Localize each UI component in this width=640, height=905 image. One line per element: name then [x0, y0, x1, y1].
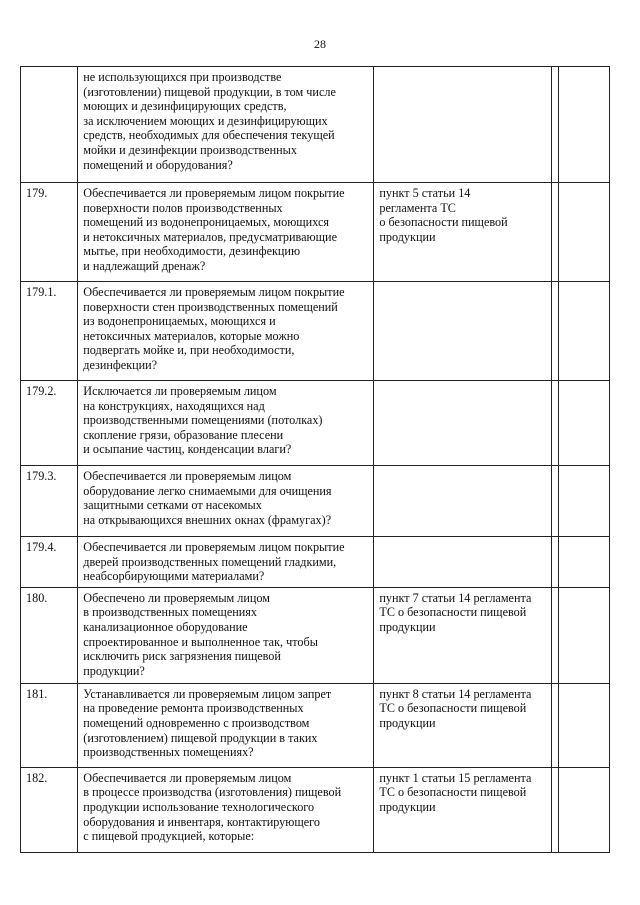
checklist-row — [21, 767, 610, 852]
question-line: мытье, при необходимости, дезинфекцию — [83, 244, 301, 259]
question-line: спроектированное и выполненное так, чтобы — [83, 634, 318, 649]
question-line: производственными помещениями (потолках) — [83, 413, 323, 428]
question-line: за исключением моющих и дезинфицирующих — [83, 113, 328, 128]
answer-cell-narrow — [551, 67, 559, 183]
question-line: дверей производственных помещений гладкими, — [83, 554, 337, 569]
question-line: из водонепроницаемых, моющихся и — [83, 314, 276, 329]
answer-cell-narrow — [551, 537, 559, 588]
reference-line: продукции — [379, 229, 436, 244]
row-reference — [374, 282, 551, 381]
answer-cell — [559, 537, 610, 588]
question-line: и нетоксичных материалов, предусматривающие — [83, 229, 337, 244]
reference-line: пункт 7 статьи 14 регламента — [379, 590, 532, 605]
answer-cell — [559, 466, 610, 537]
question-line: в производственных помещениях — [83, 605, 257, 620]
question-line: оборудование легко снимаемыми для очищения — [83, 483, 332, 498]
row-question — [78, 537, 374, 588]
checklist-row — [21, 683, 610, 767]
answer-cell — [559, 282, 610, 381]
reference-line: пункт 1 статьи 15 регламента — [379, 770, 532, 785]
reference-line: ТС о безопасности пищевой — [379, 785, 527, 800]
row-reference — [374, 587, 551, 683]
row-number: 179.3. — [21, 466, 78, 537]
question-line: Обеспечивается ли проверяемым лицом — [83, 469, 292, 483]
question-line: оборудования и инвентаря, контактирующего — [83, 814, 320, 829]
row-reference — [374, 381, 551, 466]
page-number: 28 — [314, 37, 326, 51]
question-line: подвергать мойке и, при необходимости, — [83, 343, 295, 358]
row-reference — [374, 683, 551, 767]
reference-line: регламента ТС — [379, 200, 456, 215]
row-question — [78, 282, 374, 381]
question-line: с пищевой продукцией, которые: — [83, 829, 255, 844]
row-number: 179.4. — [21, 537, 78, 588]
question-line: дезинфекции? — [83, 357, 158, 372]
question-line: производственных помещениях? — [83, 745, 254, 760]
answer-cell — [559, 587, 610, 683]
question-line: моющих и дезинфицирующих средств, — [83, 99, 287, 114]
question-line: (изготовлением) пищевой продукции в таких — [83, 730, 318, 745]
answer-cell-narrow — [551, 683, 559, 767]
row-reference — [374, 466, 551, 537]
answer-cell — [559, 381, 610, 466]
question-line: неабсорбирующими материалами? — [83, 569, 265, 584]
question-line: не использующихся при производстве — [83, 70, 282, 84]
answer-cell — [559, 767, 610, 852]
answer-cell-narrow — [551, 282, 559, 381]
question-line: Обеспечивается ли проверяемым лицом — [83, 770, 292, 785]
row-number: 182. — [21, 767, 78, 852]
row-reference — [374, 67, 551, 183]
answer-cell — [559, 683, 610, 767]
question-line: и надлежащий дренаж? — [83, 258, 206, 273]
reference-line: ТС о безопасности пищевой — [379, 701, 527, 716]
answer-cell-narrow — [551, 381, 559, 466]
row-question — [78, 683, 374, 767]
question-line: помещений из водонепроницаемых, моющихся — [83, 215, 329, 230]
question-line: продукции? — [83, 663, 145, 678]
question-line: Обеспечивается ли проверяемым лицом покрытие — [83, 285, 345, 299]
row-question — [78, 183, 374, 282]
checklist-row — [21, 587, 610, 683]
answer-cell — [559, 67, 610, 183]
question-line: помещений одновременно с производством — [83, 715, 310, 730]
question-line: Обеспечивается ли проверяемым лицом покрытие — [83, 186, 345, 200]
answer-cell-narrow — [551, 767, 559, 852]
row-number: 181. — [21, 683, 78, 767]
reference-line: пункт 8 статьи 14 регламента — [379, 686, 532, 701]
answer-cell-narrow — [551, 466, 559, 537]
answer-cell-narrow — [551, 183, 559, 282]
question-line: на открывающихся внешних окнах (фрамугах)? — [83, 512, 332, 527]
question-line: средств, необходимых для обеспечения текущей — [83, 128, 335, 143]
checklist-row — [21, 466, 610, 537]
question-line: Обеспечено ли проверяемым лицом — [83, 590, 270, 605]
checklist-row — [21, 67, 610, 183]
question-line: исключить риск загрязнения пищевой — [83, 649, 281, 664]
answer-cell — [559, 183, 610, 282]
row-number: 180. — [21, 587, 78, 683]
row-number — [21, 67, 78, 183]
row-number: 179.2. — [21, 381, 78, 466]
question-line: защитными сетками от насекомых — [83, 498, 262, 513]
checklist-row — [21, 537, 610, 588]
reference-line: о безопасности пищевой — [379, 215, 508, 230]
reference-line: ТС о безопасности пищевой — [379, 605, 527, 620]
question-line: мойки и дезинфекции производственных — [83, 142, 297, 157]
question-line: помещений и оборудования? — [83, 157, 233, 172]
question-line: поверхности стен производственных помещений — [83, 299, 338, 314]
question-line: канализационное оборудование — [83, 619, 248, 634]
row-question — [78, 767, 374, 852]
question-line: Устанавливается ли проверяемым лицом запрет — [83, 686, 332, 701]
reference-line: продукции — [379, 799, 436, 814]
reference-line: продукции — [379, 715, 436, 730]
row-number: 179.1. — [21, 282, 78, 381]
question-line: поверхности полов производственных — [83, 200, 283, 215]
row-reference — [374, 537, 551, 588]
question-line: в процессе производства (изготовления) пищевой — [83, 785, 342, 800]
question-line: (изготовлении) пищевой продукции, в том числе — [83, 84, 336, 99]
checklist-row — [21, 183, 610, 282]
checklist-row — [21, 282, 610, 381]
reference-line: пункт 5 статьи 14 — [379, 186, 471, 200]
row-reference — [374, 767, 551, 852]
row-number: 179. — [21, 183, 78, 282]
question-line: продукции использование технологического — [83, 799, 315, 814]
checklist-row — [21, 381, 610, 466]
row-question — [78, 587, 374, 683]
row-question — [78, 67, 374, 183]
reference-line: продукции — [379, 619, 436, 634]
checklist-body — [21, 67, 610, 853]
answer-cell-narrow — [551, 587, 559, 683]
question-line: Обеспечивается ли проверяемым лицом покрытие — [83, 540, 345, 554]
question-line: на проведение ремонта производственных — [83, 701, 304, 716]
question-line: Исключается ли проверяемым лицом — [83, 384, 277, 398]
checklist-table — [20, 66, 610, 853]
row-reference — [374, 183, 551, 282]
question-line: скопление грязи, образование плесени — [83, 427, 284, 442]
question-line: на конструкциях, находящихся над — [83, 398, 265, 413]
row-question — [78, 381, 374, 466]
question-line: нетоксичных материалов, которые можно — [83, 328, 300, 343]
row-question — [78, 466, 374, 537]
question-line: и осыпание частиц, конденсации влаги? — [83, 442, 292, 457]
